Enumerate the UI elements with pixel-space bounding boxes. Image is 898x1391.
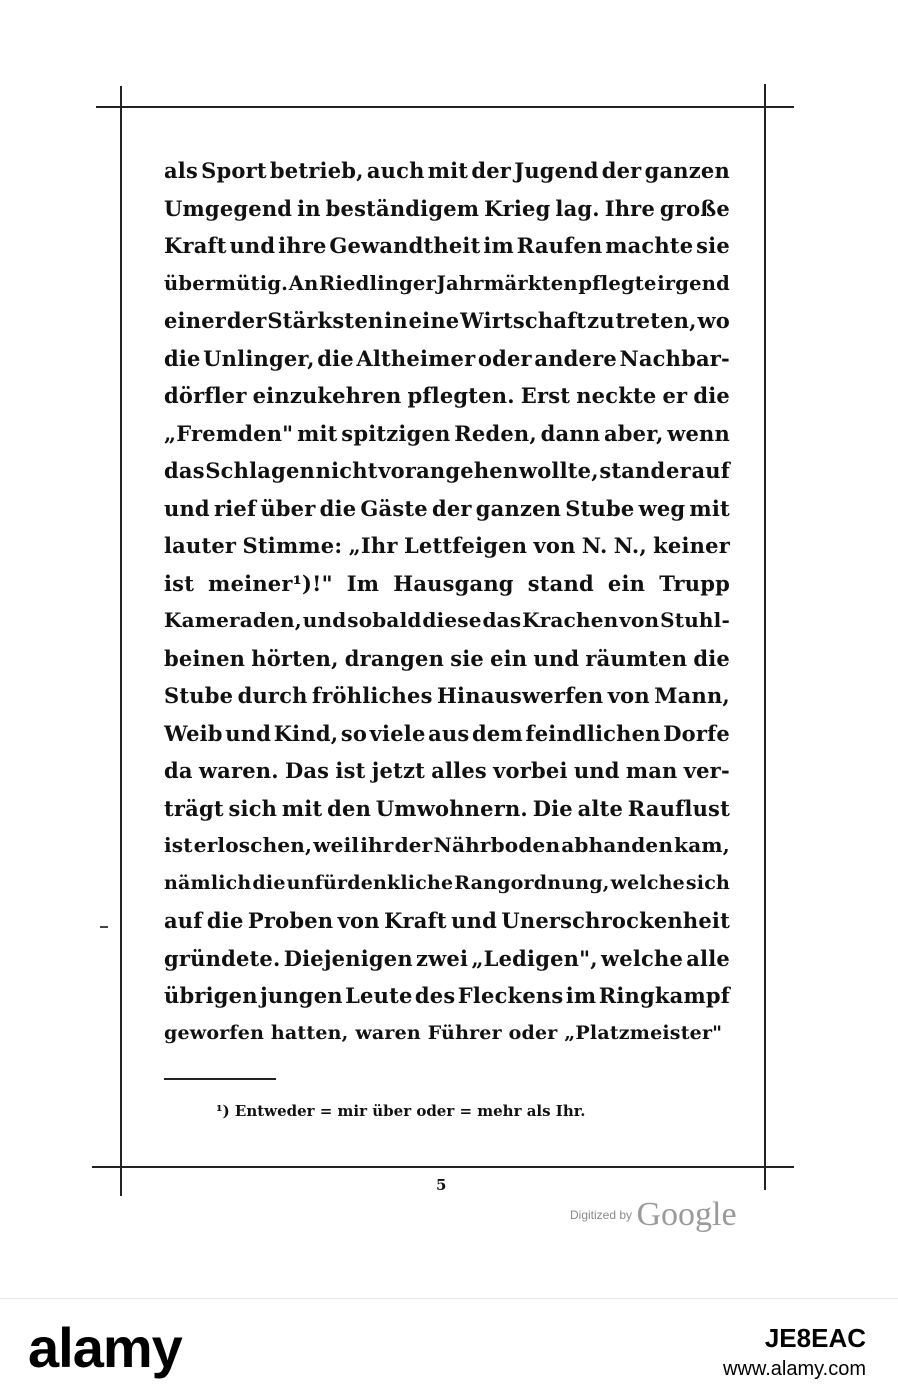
digitized-prefix: Digitized by [570,1208,633,1222]
image-id: JE8EAC [764,1323,866,1353]
stock-banner [0,1298,898,1391]
margin-mark [100,926,108,928]
text-line: übermütig. An Riedlinger Jahrmärkten pflegte irgend [164,271,730,295]
banner-info [723,1323,866,1381]
text-line: Kameraden, und sobald diese das Krachen von Stuhl- [164,608,730,632]
text-line: die Unlinger, die Altheimer oder andere Nachbar- [164,345,730,371]
text-line: und rief über die Gäste der ganzen Stube weg mit [164,495,730,521]
footnote-rule [164,1078,276,1080]
page-number: 5 [436,1176,447,1194]
text-line: übrigen jungen Leute des Fleckens im Ringkampf [164,983,730,1008]
text-line: Kraft und ihre Gewandtheit im Raufen machte sie [164,233,730,258]
text-line: beinen hörten, drangen sie ein und räumten die [164,645,730,671]
text-line: Stube durch fröhliches Hinauswerfen von Mann, [164,683,730,708]
text-line: Umgegend in beständigem Krieg lag. Ihre große [164,195,730,221]
body-text [164,152,730,1052]
text-line: lauter Stimme: „Ihr Lettfeigen von N. N., keiner [164,533,730,558]
bottom-rule [92,1166,794,1168]
text-line: geworfen hatten, waren Führer oder „Platzmeister" [164,1021,723,1044]
text-line: Weib und Kind, so viele aus dem feindlichen Dorfe [164,720,730,746]
text-line: ist erloschen, weil ihr der Nährboden abhanden kam, [164,833,730,857]
digitized-by-google [570,1196,737,1234]
text-line: einer der Stärksten in eine Wirtschaft zu treten, wo [164,308,730,333]
text-line: auf die Proben von Kraft und Unerschrockenheit [164,908,730,933]
text-line: nämlich die unfürdenkliche Rangordnung, welche sich [164,871,730,894]
text-line: trägt sich mit den Umwohnern. Die alte Rauflust [164,795,730,821]
google-logo: Google [636,1196,737,1233]
left-rule [120,86,122,1196]
text-line: ist meiner¹)!" Im Hausgang stand ein Trupp [164,570,730,596]
right-rule [764,84,766,1190]
text-line: als Sport betrieb, auch mit der Jugend der ganzen [164,158,730,183]
footnote: ¹) Entweder = mir über oder = mehr als Ihr. [216,1102,586,1120]
text-line: das Schlagen nicht vorangehen wollte, stand er auf [164,458,730,483]
site-url: www.alamy.com [723,1358,866,1380]
text-line: da waren. Das ist jetzt alles vorbei und man ver- [164,758,730,783]
alamy-logo: alamy [28,1316,182,1379]
text-line: dörfler einzukehren pflegten. Erst neckte er die [164,383,730,408]
top-rule [96,106,794,108]
text-line: gründete. Diejenigen zwei „Ledigen", welche alle [164,945,730,971]
text-line: „Fremden" mit spitzigen Reden, dann aber, wenn [164,420,730,446]
